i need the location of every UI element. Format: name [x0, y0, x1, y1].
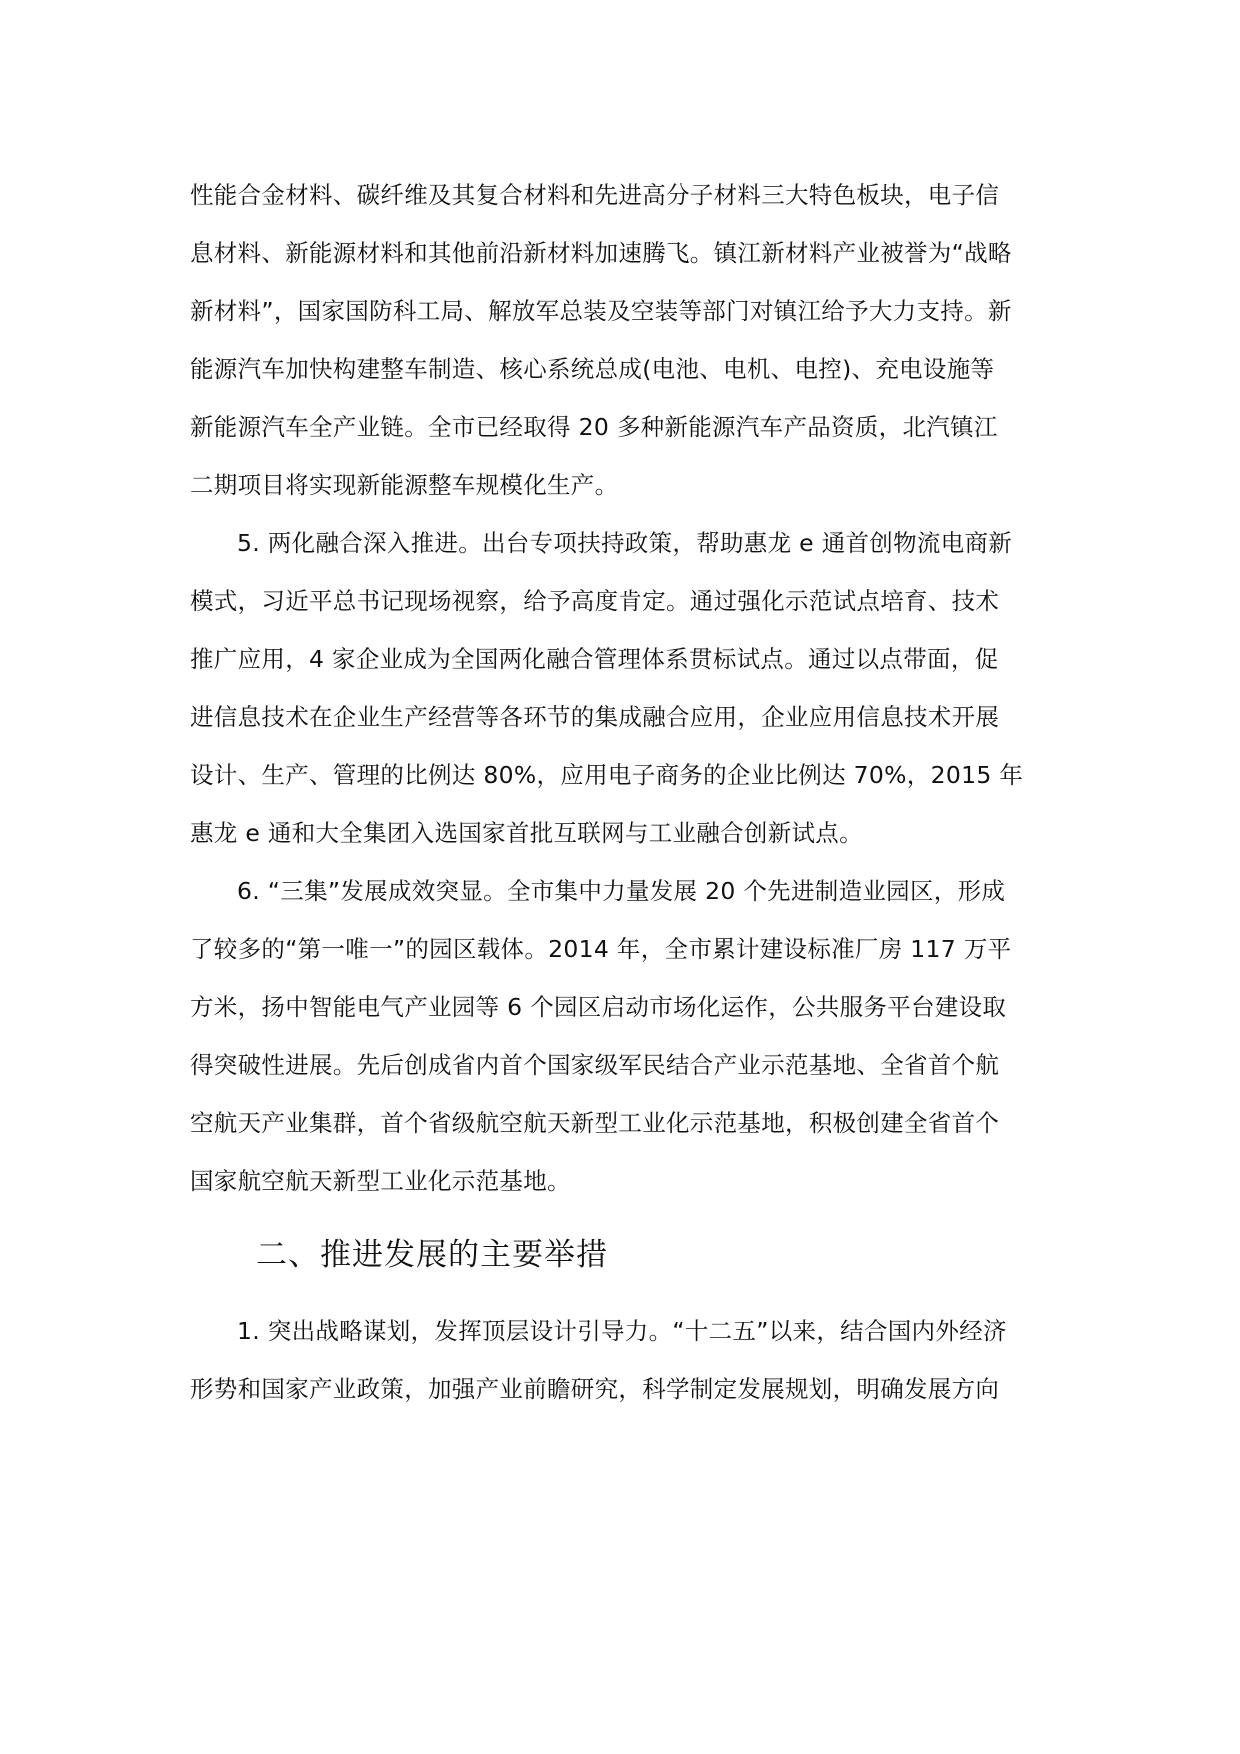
section-heading: 二、推进发展的主要举措 — [256, 1237, 608, 1273]
text-line: 推广应用，4 家企业成为全国两化融合管理体系贯标试点。通过以点带面，促 — [190, 645, 999, 673]
text-line: 方米，扬中智能电气产业园等 6 个园区启动市场化运作，公共服务平台建设取 — [190, 993, 1007, 1021]
text-line: 了较多的“第一唯一”的园区载体。2014 年，全市累计建设标准厂房 117 万平 — [190, 935, 1012, 963]
text-line: 二期项目将实现新能源整车规模化生产。 — [190, 471, 619, 499]
text-line: 国家航空航天新型工业化示范基地。 — [190, 1167, 571, 1195]
text-line: 进信息技术在企业生产经营等各环节的集成融合应用，企业应用信息技术开展 — [190, 703, 1000, 731]
text-line: 5. 两化融合深入推进。出台专项扶持政策，帮助惠龙 e 通首创物流电商新 — [237, 529, 1013, 557]
text-line: 形势和国家产业政策，加强产业前瞻研究，科学制定发展规划，明确发展方向 — [190, 1375, 1000, 1403]
text-line: 新能源汽车全产业链。全市已经取得 20 多种新能源汽车产品资质，北汽镇江 — [190, 413, 998, 441]
text-line: 设计、生产、管理的比例达 80%，应用电子商务的企业比例达 70%，2015 年 — [190, 761, 1024, 789]
text-line: 惠龙 e 通和大全集团入选国家首批互联网与工业融合创新试点。 — [190, 819, 863, 847]
text-line: 性能合金材料、碳纤维及其复合材料和先进高分子材料三大特色板块，电子信 — [190, 181, 1000, 209]
text-line: 得突破性进展。先后创成省内首个国家级军民结合产业示范基地、全省首个航 — [190, 1051, 1000, 1079]
text-line: 1. 突出战略谋划，发挥顶层设计引导力。“十二五”以来，结合国内外经济 — [237, 1317, 1007, 1345]
text-line: 息材料、新能源材料和其他前沿新材料加速腾飞。镇江新材料产业被誉为“战略 — [190, 239, 1012, 267]
text-line: 6. “三集”发展成效突显。全市集中力量发展 20 个先进制造业园区，形成 — [237, 877, 1006, 905]
text-line: 空航天产业集群，首个省级航空航天新型工业化示范基地，积极创建全省首个 — [190, 1109, 1000, 1137]
text-line: 模式，习近平总书记现场视察，给予高度肯定。通过强化示范试点培育、技术 — [190, 587, 1000, 615]
text-line: 能源汽车加快构建整车制造、核心系统总成(电池、电机、电控)、充电设施等 — [190, 355, 995, 383]
text-line: 新材料”，国家国防科工局、解放军总装及空装等部门对镇江给予大力支持。新 — [190, 297, 1012, 325]
